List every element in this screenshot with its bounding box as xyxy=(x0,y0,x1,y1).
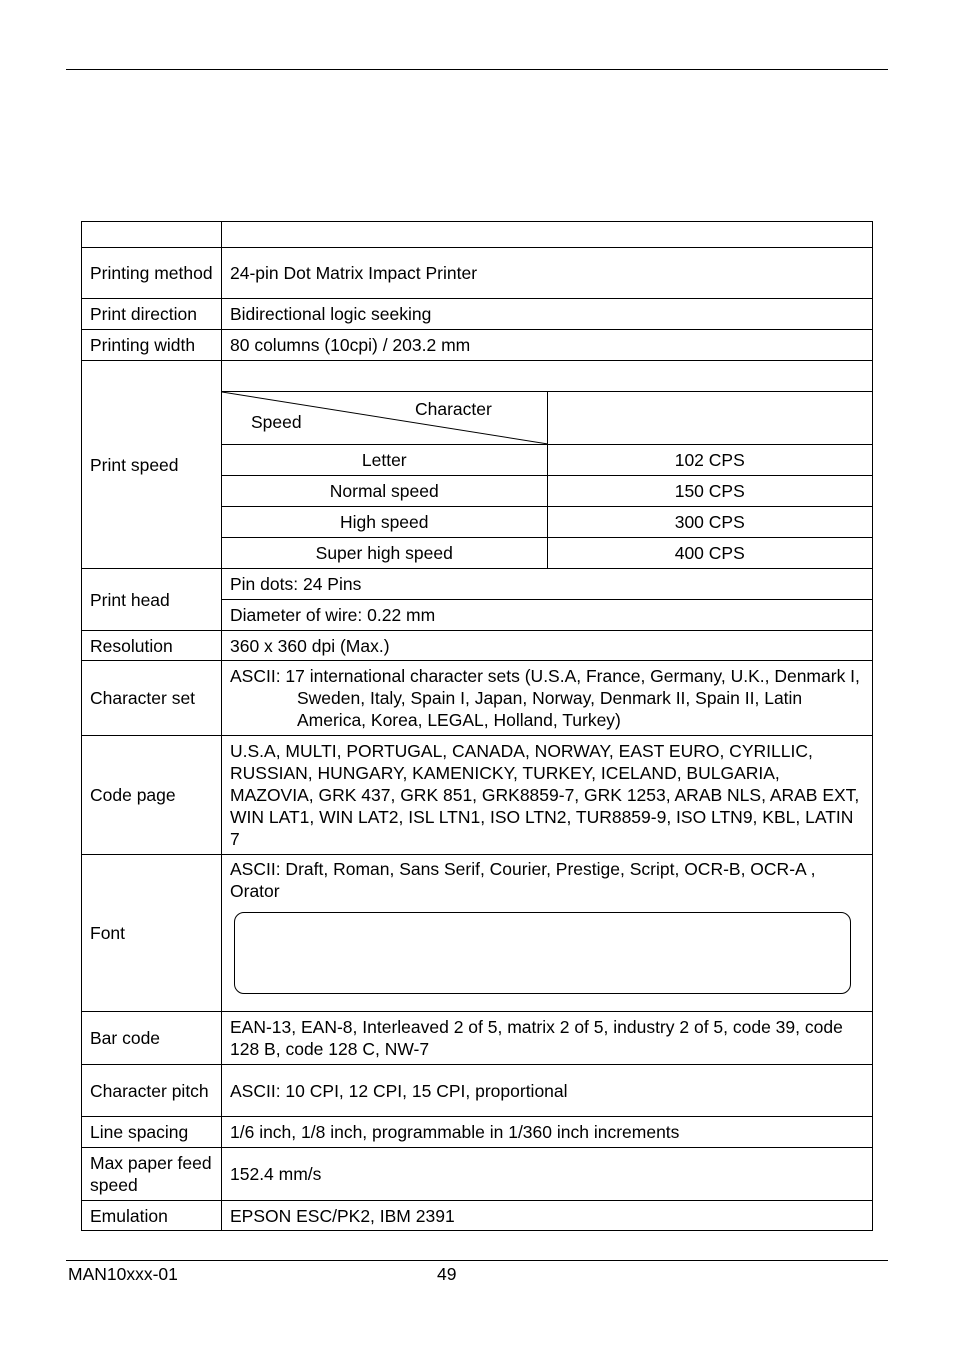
row-label-code-page: Code page xyxy=(82,736,222,855)
row-label-bar-code: Bar code xyxy=(82,1012,222,1065)
row-value-character-pitch: ASCII: 10 CPI, 12 CPI, 15 CPI, proportional xyxy=(222,1065,873,1117)
table-row xyxy=(82,569,873,631)
row-label-printing-method: Printing method xyxy=(82,248,222,299)
row-label-resolution: Resolution xyxy=(82,631,222,661)
diagonal-value-cell xyxy=(547,392,872,445)
character-set-text: ASCII: 17 international character sets (U.S.A, France, Germany, U.K., Denmark I, Sweden, Italy, Spain I, Japan, Norway, Denmark II, Spain II, Latin America, Korea, LEGAL, Holland, Turkey) xyxy=(230,666,860,730)
speed-row xyxy=(222,445,872,476)
row-value-printing-method: 24-pin Dot Matrix Impact Printer xyxy=(222,248,873,299)
table-row xyxy=(82,299,873,330)
table-row xyxy=(82,1065,873,1117)
page-number: 49 xyxy=(437,1264,457,1284)
header-label-cell xyxy=(82,222,222,248)
row-value-emulation: EPSON ESC/PK2, IBM 2391 xyxy=(222,1201,873,1231)
speed-mode: High speed xyxy=(222,507,547,538)
diagonal-header-cell xyxy=(222,392,547,445)
speed-header-cell xyxy=(222,361,872,392)
row-label-print-direction: Print direction xyxy=(82,299,222,330)
print-head-wire-diameter: Diameter of wire: 0.22 mm xyxy=(230,605,436,625)
speed-row xyxy=(222,507,872,538)
row-label-print-speed: Print speed xyxy=(82,361,222,569)
print-speed-cell xyxy=(222,361,873,569)
speed-cps: 102 CPS xyxy=(547,445,872,476)
print-head-cell xyxy=(222,569,873,631)
row-value-line-spacing: 1/6 inch, 1/8 inch, programmable in 1/360 inch increments xyxy=(222,1117,873,1148)
row-label-print-head: Print head xyxy=(82,569,222,631)
row-label-font: Font xyxy=(82,855,222,1012)
print-head-table xyxy=(222,569,872,630)
speed-header-row xyxy=(222,361,872,392)
speed-mode: Normal speed xyxy=(222,476,547,507)
print-speed-table xyxy=(222,361,872,568)
table-row xyxy=(82,631,873,661)
header-rule xyxy=(66,69,888,70)
row-label-emulation: Emulation xyxy=(82,1201,222,1231)
table-row xyxy=(82,361,873,569)
row-label-character-pitch: Character pitch xyxy=(82,1065,222,1117)
row-value-font xyxy=(222,855,873,1012)
row-label-max-paper-feed-speed: Max paper feed speed xyxy=(82,1148,222,1201)
character-axis-label: Character xyxy=(415,399,492,419)
print-head-pin-dots: Pin dots: 24 Pins xyxy=(222,569,872,600)
row-value-resolution: 360 x 360 dpi (Max.) xyxy=(222,631,873,661)
table-row xyxy=(82,248,873,299)
speed-mode: Letter xyxy=(222,445,547,476)
row-label-character-set: Character set xyxy=(82,661,222,736)
speed-mode: Super high speed xyxy=(222,538,547,569)
speed-diagonal-row xyxy=(222,392,872,445)
speed-axis-label: Speed xyxy=(251,412,302,432)
table-row xyxy=(82,330,873,361)
row-value-printing-width: 80 columns (10cpi) / 203.2 mm xyxy=(222,330,873,361)
table-row xyxy=(82,1012,873,1065)
font-list-text: ASCII: Draft, Roman, Sans Serif, Courier, Prestige, Script, OCR-B, OCR-A , Orator xyxy=(230,859,816,901)
row-value-print-direction: Bidirectional logic seeking xyxy=(222,299,873,330)
row-value-bar-code: EAN-13, EAN-8, Interleaved 2 of 5, matrix 2 of 5, industry 2 of 5, code 39, code 128 B, code 128 C, NW-7 xyxy=(222,1012,873,1065)
row-value-character-set xyxy=(222,661,873,736)
row-value-code-page: U.S.A, MULTI, PORTUGAL, CANADA, NORWAY, EAST EURO, CYRILLIC, RUSSIAN, HUNGARY, KAMENICKY, TURKEY, ICELAND, BULGARIA, MAZOVIA, GRK 437, GRK 851, GRK8859-7, GRK 1253, ARAB NLS, ARAB EXT, WIN LAT1, WIN LAT2, ISL LTN1, ISO LTN2, TUR8859-9, ISO LTN9, KBL, LATIN 7 xyxy=(222,736,873,855)
row-value-max-paper-feed-speed: 152.4 mm/s xyxy=(222,1148,873,1201)
speed-cps: 150 CPS xyxy=(547,476,872,507)
speed-cps: 400 CPS xyxy=(547,538,872,569)
table-row xyxy=(82,736,873,855)
table-row xyxy=(82,855,873,1012)
document-id: MAN10xxx-01 xyxy=(68,1264,178,1284)
table-row xyxy=(82,1148,873,1201)
table-header-row xyxy=(82,222,873,248)
speed-cps: 300 CPS xyxy=(547,507,872,538)
table-row xyxy=(82,661,873,736)
font-note-box xyxy=(234,912,851,994)
header-value-cell xyxy=(222,222,873,248)
table-row xyxy=(82,1117,873,1148)
row-label-line-spacing: Line spacing xyxy=(82,1117,222,1148)
table-row xyxy=(82,1201,873,1231)
footer-rule xyxy=(66,1260,888,1261)
speed-row xyxy=(222,476,872,507)
speed-row xyxy=(222,538,872,569)
specifications-table xyxy=(81,221,873,1231)
row-label-printing-width: Printing width xyxy=(82,330,222,361)
